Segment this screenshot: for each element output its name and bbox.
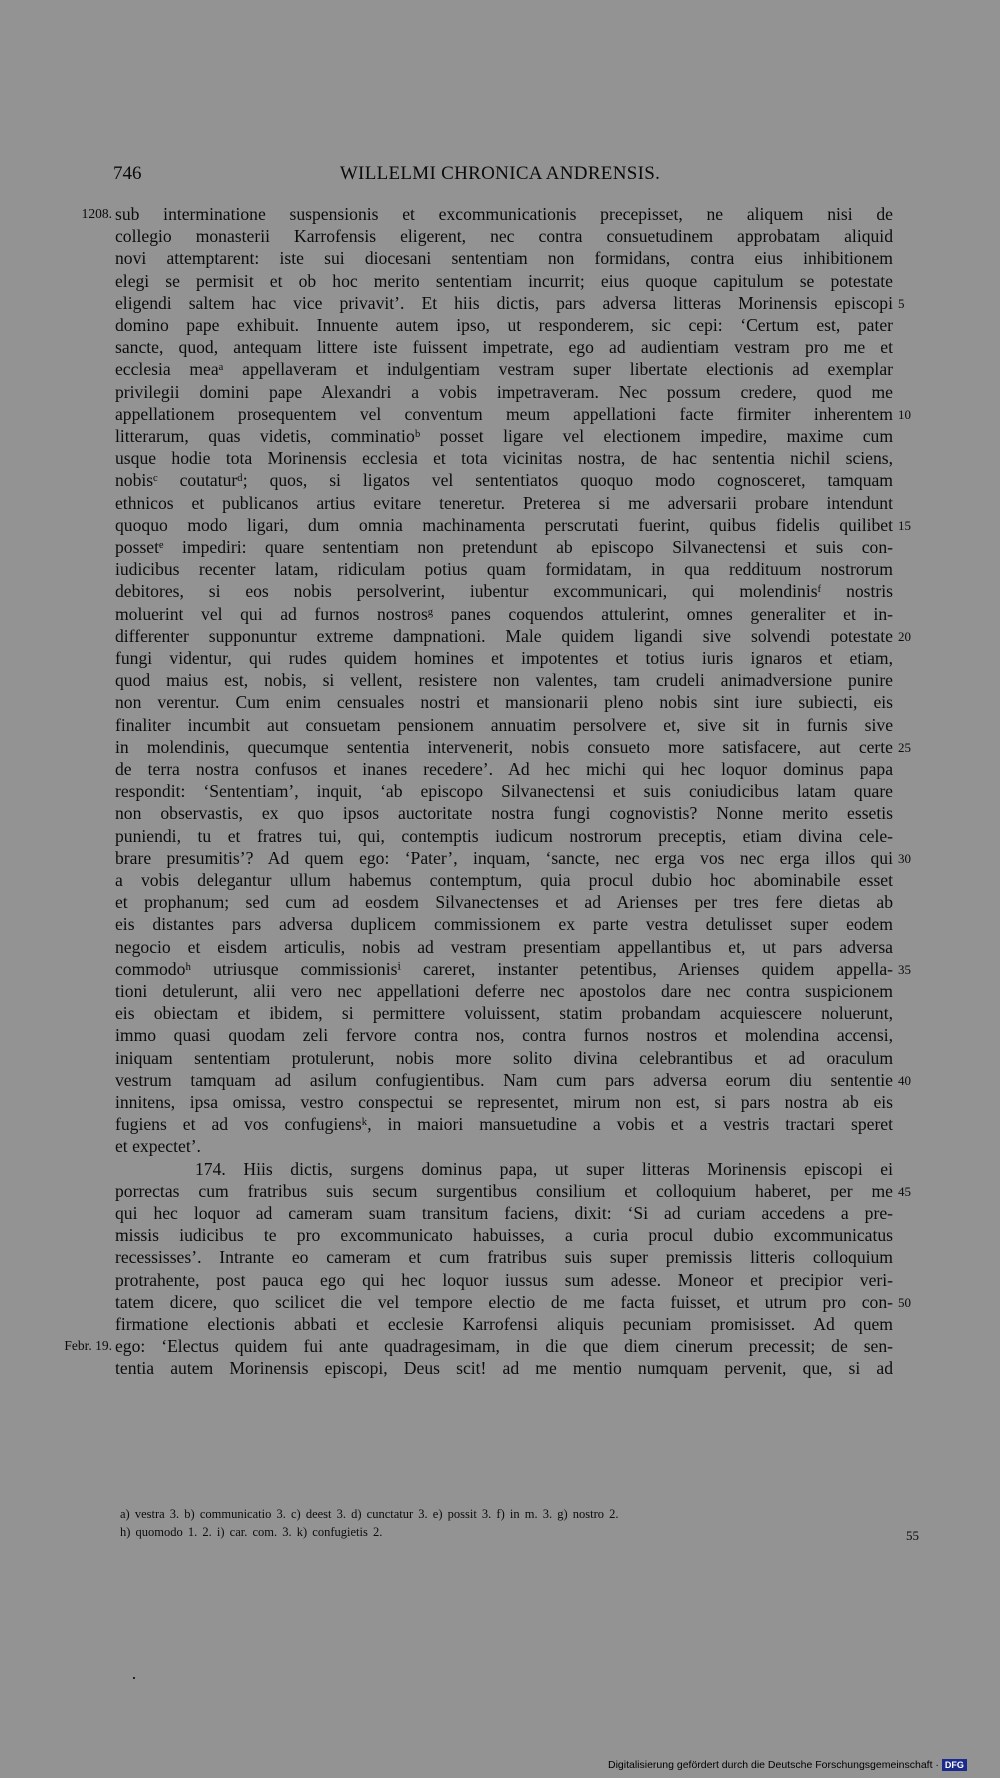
text-line: possetᵉ impediri: quare sententiam non pretendunt ab episcopo Silvanectensi et suis con-	[115, 537, 893, 557]
text-line: de terra nostra confusos et inanes recedere’. Ad hec michi qui hec loquor dominus papa	[115, 759, 893, 779]
text-line: fungi videntur, qui rudes quidem homines et impotentes et totius iuris ignaros et etiam,	[115, 648, 893, 668]
text-line: vestrum tamquam ad asilum confugientibus. Nam cum pars adversa eorum diu sententie	[115, 1069, 893, 1090]
text-line: qui hec loquor ad cameram suam transitum faciens, dixit: ‘Si ad curiam accedens a pre-	[115, 1203, 893, 1223]
line-number: 50	[898, 1294, 911, 1310]
page-number: 746	[113, 163, 142, 184]
text-line: moluerint vel qui ad furnos nostrosᵍ panes coquendos attulerint, omnes generaliter et in-	[115, 603, 893, 624]
text-line: innitens, ipsa omissa, vestro conspectui se representet, mirum non est, si pars nostra ab eis	[115, 1092, 893, 1112]
text-line: litterarum, quas videtis, comminatioᵇ posset ligare vel electionem impedire, maxime cum	[115, 426, 893, 446]
text-line: immo quasi quodam zeli fervore contra nos, contra furnos nostros et molendina accensi,	[115, 1025, 893, 1046]
text-line: sancte, quod, antequam littere iste fuissent impetrate, ego ad audientiam vestram pro me et	[115, 337, 893, 358]
text-line: debitores, si eos nobis persolverint, iubentur excommunicari, qui molendinisᶠ nostris	[115, 581, 893, 602]
text-line: tioni detulerunt, alii vero nec appellationi deferre nec apostolos dare nec contra suspicionem	[115, 981, 893, 1001]
running-title: WILLELMI CHRONICA ANDRENSIS.	[339, 163, 661, 184]
text-line: ethnicos et publicanos artius evitare teneretur. Preterea si me adversarii probare intendunt	[115, 492, 893, 513]
text-line: 174. Hiis dictis, surgens dominus papa, ut super litteras Morinensis episcopi ei	[195, 1158, 893, 1179]
text-line: usque hodie tota Morinensis ecclesia et tota vicinitas nostra, de hac sententia nichil sciens,	[115, 448, 893, 469]
text-line: a vobis delegantur ullum habemus contemptum, quia procul dubio hoc abominabile esset	[115, 870, 893, 890]
text-line: missis iudicibus te pro excommunicato habuisses, a curia procul dubio excommunicatus	[115, 1225, 893, 1246]
text-line: quod maius est, nobis, si vellent, resistere non valentes, tam crudeli animadversione punire	[115, 670, 893, 691]
text-line: non verentur. Cum enim censuales nostri et mansionarii pleno nobis sint iure subiecti, eis	[115, 692, 893, 713]
text-line: nobisᶜ coutaturᵈ; quos, si ligatos vel sententiatos quoquo modo cognosceret, tamquam	[115, 470, 893, 491]
margin-date-note: Febr. 19.	[64, 1338, 112, 1354]
text-line: in molendinis, quecumque sententia intervenerit, nobis consueto more satisfacere, aut certe	[115, 736, 893, 757]
text-line: ecclesia meaᵃ appellaveram et indulgentiam vestram super libertate electionis ad exemplar	[115, 359, 893, 380]
line-number: 25	[898, 739, 911, 755]
text-line: iniquam sententiam protulerunt, nobis more solito divina celebrantibus et ad oraculum	[115, 1047, 893, 1068]
text-line: eligendi saltem hac vice privavit’. Et hiis dictis, pars adversa litteras Morinensis episcopi	[115, 292, 893, 313]
text-line: eis obiectam et ibidem, si permittere voluissent, statim probandam acquiescere noluerunt,	[115, 1003, 893, 1024]
line-number: 10	[898, 406, 911, 422]
text-line: tentia autem Morinensis episcopi, Deus scit! ad me mentio numquam pervenit, que, si ad	[115, 1358, 893, 1379]
text-line: puniendi, tu et fratres tui, qui, contemptis iudicum nostrorum preceptis, etiam divina cele-	[115, 825, 893, 846]
line-number: 45	[898, 1183, 911, 1199]
text-line: et prophanum; sed cum ad eosdem Silvanectenses et ad Arienses per tres fere dietas ab	[115, 892, 893, 913]
text-line: porrectas cum fratribus suis secum surgentibus consilium et colloquium haberet, per me	[115, 1180, 893, 1201]
funding-notice	[608, 1759, 967, 1771]
text-line: ego: ‘Electus quidem fui ante quadragesimam, in die que diem cinerum precessit; de sen-	[115, 1336, 893, 1357]
text-line: sub interminatione suspensionis et excommunicationis precepisset, ne aliquem nisi de	[115, 204, 893, 224]
text-line: novi attemptarent: iste sui diocesani sententiam non formidans, contra eius inhibitionem	[115, 248, 893, 269]
line-number: 20	[898, 628, 911, 644]
footnote-line: a) vestra 3. b) communicatio 3. c) deest 3. d) cunctatur 3. e) possit 3. f) in m. 3. g) nostro 2.	[120, 1507, 619, 1521]
line-number: 15	[898, 517, 911, 533]
text-line: eis distantes pars adversa duplicem commissionem ex parte vestra detulisset super eodem	[115, 914, 893, 935]
line-number: 40	[898, 1072, 911, 1088]
dfg-logo: DFG	[942, 1759, 967, 1771]
line-number: 5	[898, 295, 905, 311]
text-line: brare presumitis’? Ad quem ego: ‘Pater’, inquam, ‘sancte, nec erga vos nec erga illos qui	[115, 847, 893, 868]
text-line: non observastis, ex quo ipsos auctoritate nostra fungi cognovistis? Nonne merito essetis	[115, 803, 893, 824]
text-line: quoquo modo ligari, dum omnia machinamenta perscrutati fuerint, quibus fidelis quilibet	[115, 514, 893, 535]
text-line: elegi se permisit et ob hoc merito sententiam incurrit; eius quoque capitulum se potestate	[115, 270, 893, 291]
text-line: privilegii domini pape Alexandri a vobis impetraveram. Nec possum credere, quod me	[115, 381, 893, 402]
text-line: domino pape exhibuit. Innuente autem ipso, ut responderem, sic cepi: ‘Certum est, pater	[115, 315, 893, 335]
text-line: et expectet’.	[115, 1136, 201, 1157]
text-line: collegio monasterii Karrofensis eligerent, nec contra consuetudinem approbatam aliquid	[115, 226, 893, 247]
line-number: 55	[906, 1528, 919, 1543]
scan-speck	[133, 1677, 135, 1679]
text-line: commodoʰ utriusque commissionisⁱ careret, instanter petentibus, Arienses quidem appella-	[115, 958, 893, 979]
line-number: 35	[898, 961, 911, 977]
text-line: iudicibus recenter latam, ridiculam potius quam formidatam, in qua reddituum nostrorum	[115, 559, 893, 580]
text-line: tatem dicere, quo scilicet die vel tempore electio de me facta fuisset, et utrum pro con-	[115, 1291, 893, 1312]
text-line: finaliter incumbit aut consuetam pensionem annuatim persolvere et, sive sit in furnis sive	[115, 714, 893, 735]
margin-date-note: 1208.	[81, 206, 112, 221]
footnote-line: h) quomodo 1. 2. i) car. com. 3. k) confugietis 2.	[120, 1525, 383, 1539]
text-line: respondit: ‘Sententiam’, inquit, ‘ab episcopo Silvanectensi et suis coniudicibus latam quare	[115, 781, 893, 802]
text-line: firmatione electionis abbati et ecclesie Karrofensi aliquis pecuniam promisisset. Ad quem	[115, 1314, 893, 1334]
text-line: protrahente, post pauca ego qui hec loquor iussus sum adesse. Moneor et precipior veri-	[115, 1269, 893, 1290]
text-line: differenter supponuntur extreme dampnationi. Male quidem ligandi sive solvendi potestate	[115, 625, 893, 646]
text-line: appellationem prosequentem vel conventum meum appellationi facte firmiter inherentem	[115, 403, 893, 424]
text-line: fugiens et ad vos confugiensᵏ, in maiori mansuetudine a vobis et a vestris tractari speret	[115, 1114, 893, 1135]
line-number: 30	[898, 850, 911, 866]
funding-notice-text: Digitalisierung gefördert durch die Deutsche Forschungsgemeinschaft ·	[608, 1759, 939, 1771]
text-line: negocio et eisdem articulis, nobis ad vestram presentiam appellantibus et, ut pars adversa	[115, 936, 893, 957]
text-line: recessisses’. Intrante eo cameram et cum fratribus suis super premissis litteris colloquium	[115, 1247, 893, 1268]
